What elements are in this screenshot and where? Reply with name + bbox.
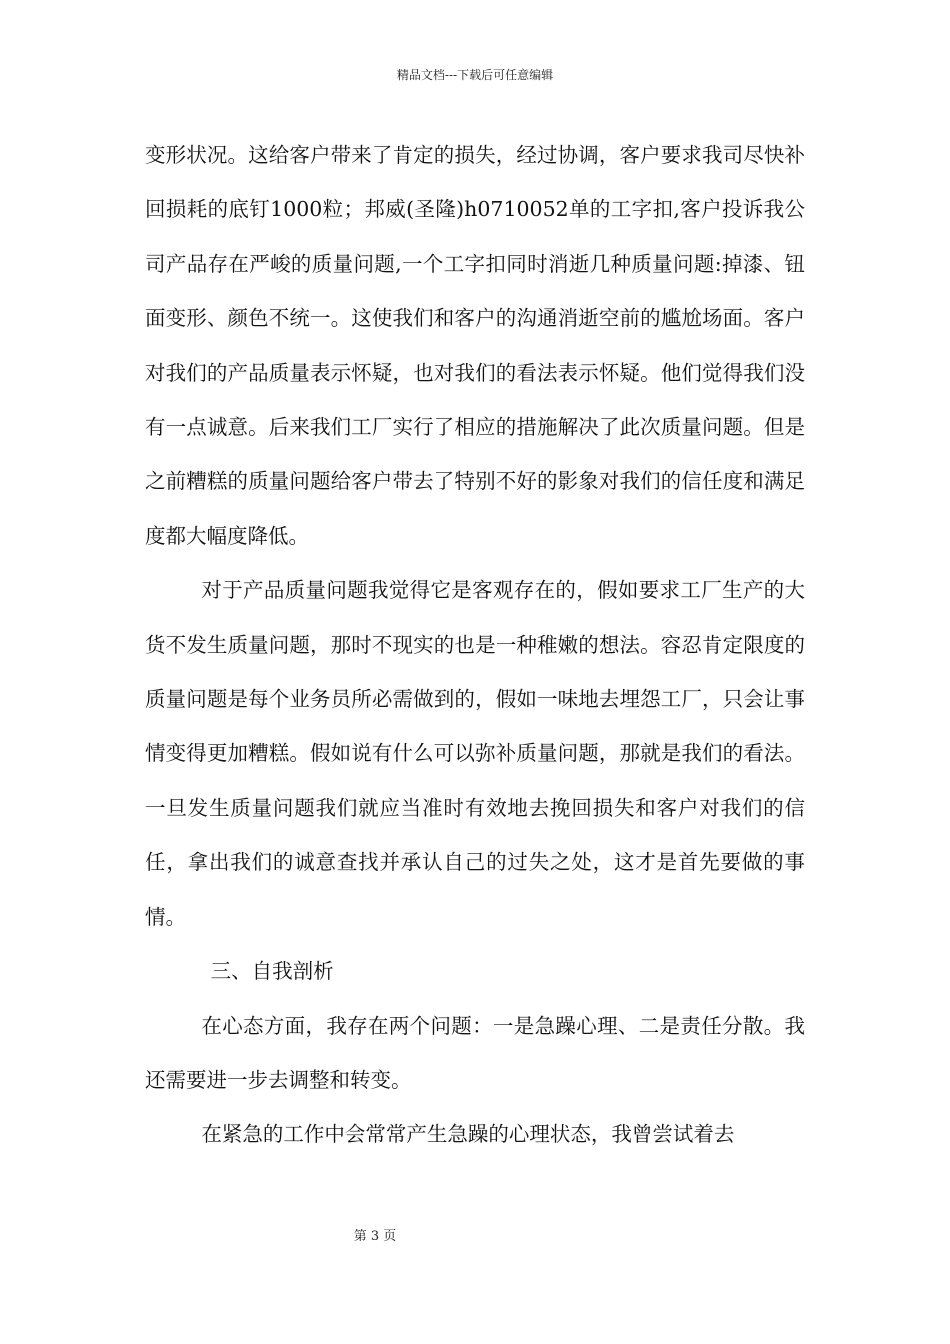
paragraph-continuation: 变形状况。这给客户带来了肯定的损失，经过协调，客户要求我司尽快补回损耗的底钉1000粒；邦威(圣隆)h0710052单的工字扣,客户投诉我公司产品存在严峻的质量问题,一个工字扣同时消逝几种质量问题:掉漆、钮面变形、颜色不统一。这使我们和客户的沟通消逝空前的尴尬场面。客户对我们的产品质量表示怀疑，也对我们的看法表示怀疑。他们觉得我们没有一点诚意。后来我们工厂实行了相应的措施解决了此次质量问题。但是之前糟糕的质量问题给客户带去了特别不好的影象对我们的信任度和满足度都大幅度降低。 bbox=[145, 143, 805, 548]
page-footer: 第 3 页 bbox=[353, 1229, 397, 1244]
document-body bbox=[145, 128, 805, 1162]
paragraph-mindset: 在心态方面，我存在两个问题：一是急躁心理、二是责任分散。我还需要进一步去调整和转变。 bbox=[145, 1013, 805, 1092]
paragraph-urgent-work: 在紧急的工作中会常常产生急躁的心理状态，我曾尝试着去 bbox=[201, 1122, 735, 1147]
page-header: 精品文档---下载后可任意编辑 bbox=[396, 68, 554, 82]
paragraph-quality-view: 对于产品质量问题我觉得它是客观存在的，假如要求工厂生产的大货不发生质量问题，那时不现实的也是一种稚嫩的想法。容忍肯定限度的质量问题是每个业务员所必需做到的，假如一味地去埋怨工厂，只会让事情变得更加糟糕。假如说有什么可以弥补质量问题，那就是我们的看法。一旦发生质量问题我们就应当准时有效地去挽回损失和客户对我们的信任，拿出我们的诚意查找并承认自己的过失之处，这才是首先要做的事情。 bbox=[145, 578, 805, 929]
section-heading-self-analysis: 三、自我剖析 bbox=[210, 959, 334, 984]
